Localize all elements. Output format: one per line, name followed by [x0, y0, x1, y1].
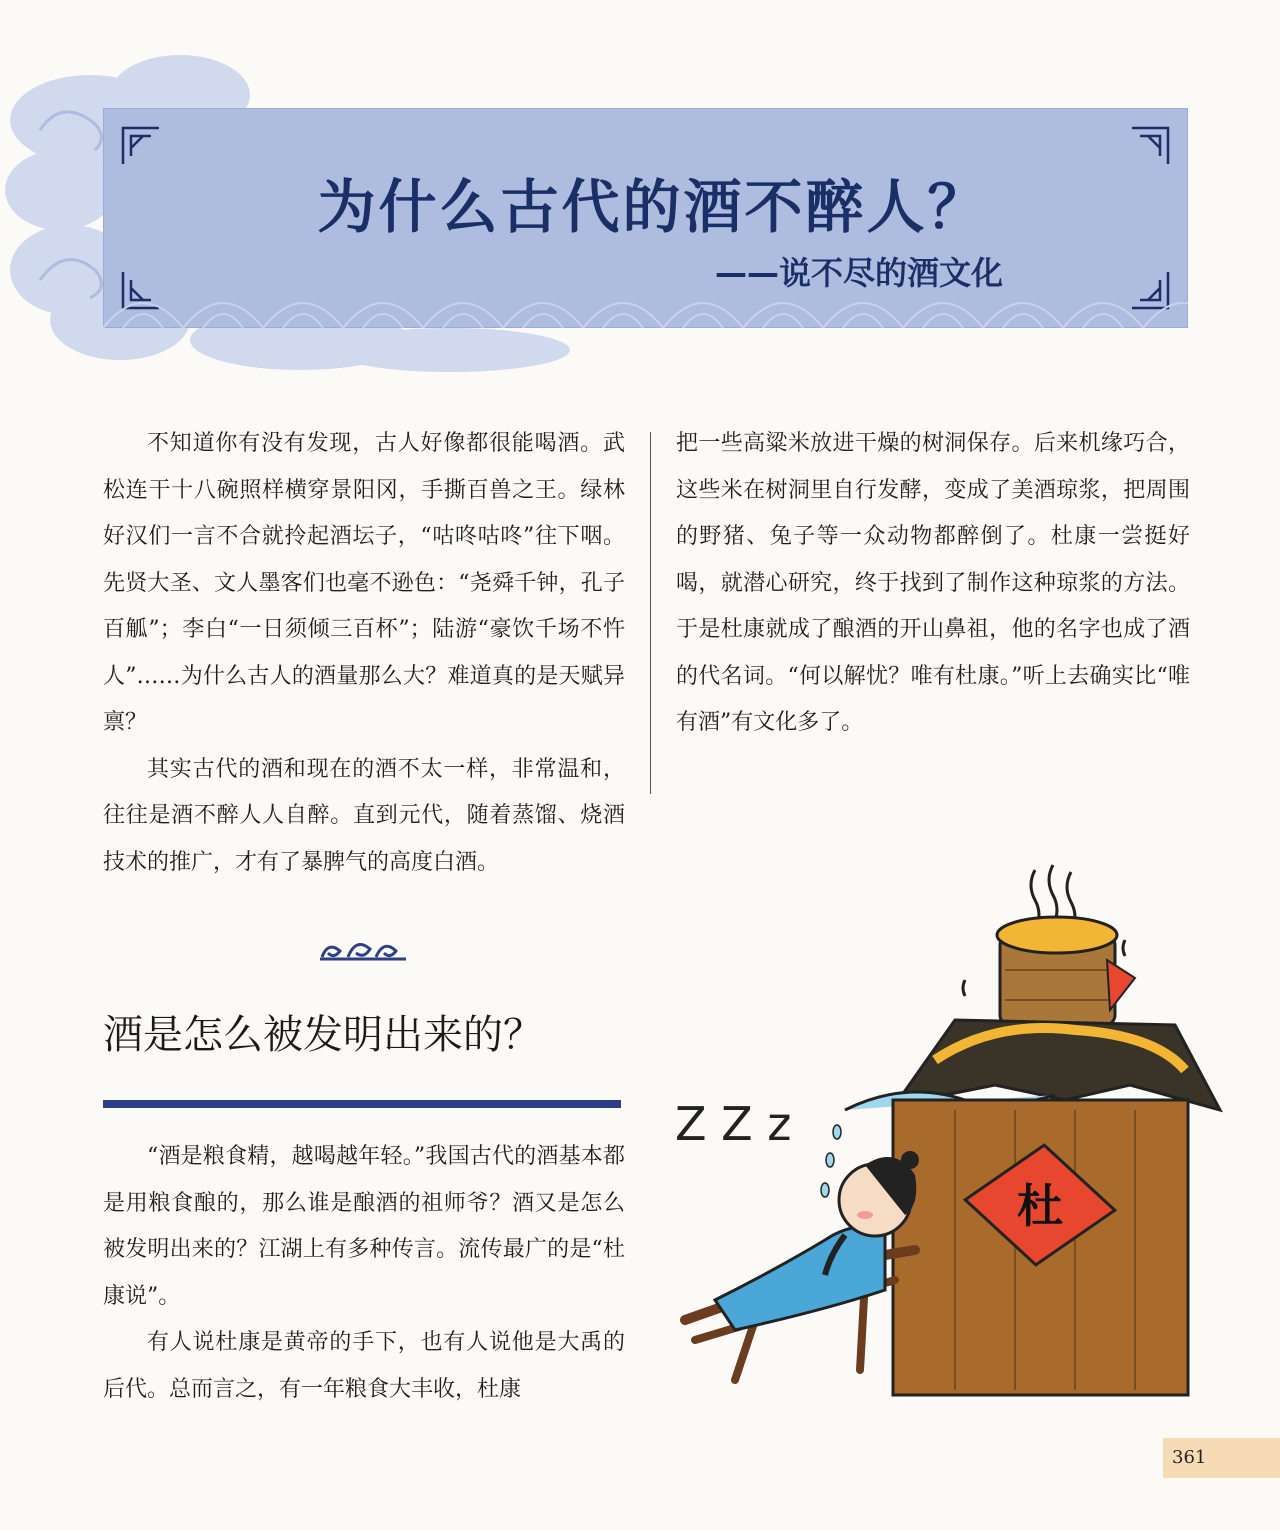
page-title: 为什么古代的酒不醉人？	[317, 173, 989, 241]
section-paragraph: “酒是粮食精，越喝越年轻。”我国古代的酒基本都是用粮食酿的，那么谁是酿酒的祖师爷？酒又是怎么被发明出来的？江湖上有多种传言。流传最广的是“杜康说”。	[103, 1144, 625, 1309]
column-divider	[650, 432, 651, 794]
title-banner	[103, 108, 1188, 328]
corner-ornament-icon	[1130, 126, 1170, 166]
snore-text: Z Z z	[675, 1097, 792, 1151]
intro-column	[103, 421, 625, 886]
section-paragraph: 有人说杜康是黄帝的手下，也有人说他是大禹的后代。总而言之，有一年粮食大丰收，杜康	[103, 1330, 625, 1402]
right-column	[676, 421, 1190, 747]
section-column	[103, 1134, 625, 1413]
page-subtitle: ——说不尽的酒文化	[714, 254, 1003, 292]
dukang-sleeping-illustration	[665, 860, 1245, 1420]
intro-paragraph: 不知道你有没有发现，古人好像都很能喝酒。武松连干十八碗照样横穿景阳冈，手撕百兽之王。绿林好汉们一言不合就拎起酒坛子，“咕咚咕咚”往下咽。先贤大圣、文人墨客们也毫不逊色：“尧舜千钟，孔子百觚”；李白“一日须倾三百杯”；陆游“豪饮千场不忤人”……为什么古人的酒量那么大？难道真的是天赋异禀？	[103, 431, 625, 735]
intro-paragraph: 其实古代的酒和现在的酒不太一样，非常温和，往往是酒不醉人人自醉。直到元代，随着蒸馏、烧酒技术的推广，才有了暴脾气的高度白酒。	[103, 756, 625, 875]
page-number: 361	[1172, 1447, 1207, 1468]
section-heading: 酒是怎么被发明出来的？	[103, 1012, 543, 1058]
sign-character: 杜	[1017, 1179, 1063, 1233]
corner-ornament-icon	[121, 126, 161, 166]
section-rule	[103, 1100, 621, 1108]
continuation-paragraph: 把一些高粱米放进干燥的树洞保存。后来机缘巧合，这些米在树洞里自行发酵，变成了美酒琼浆，把周围的野猪、兔子等一众动物都醉倒了。杜康一尝挺好喝，就潜心研究，终于找到了制作这种琼浆的方法。于是杜康就成了酿酒的开山鼻祖，他的名字也成了酒的代名词。“何以解忧？唯有杜康。”听上去确实比“唯有酒”有文化多了。	[676, 431, 1190, 735]
cloud-ornament-icon	[318, 937, 408, 963]
